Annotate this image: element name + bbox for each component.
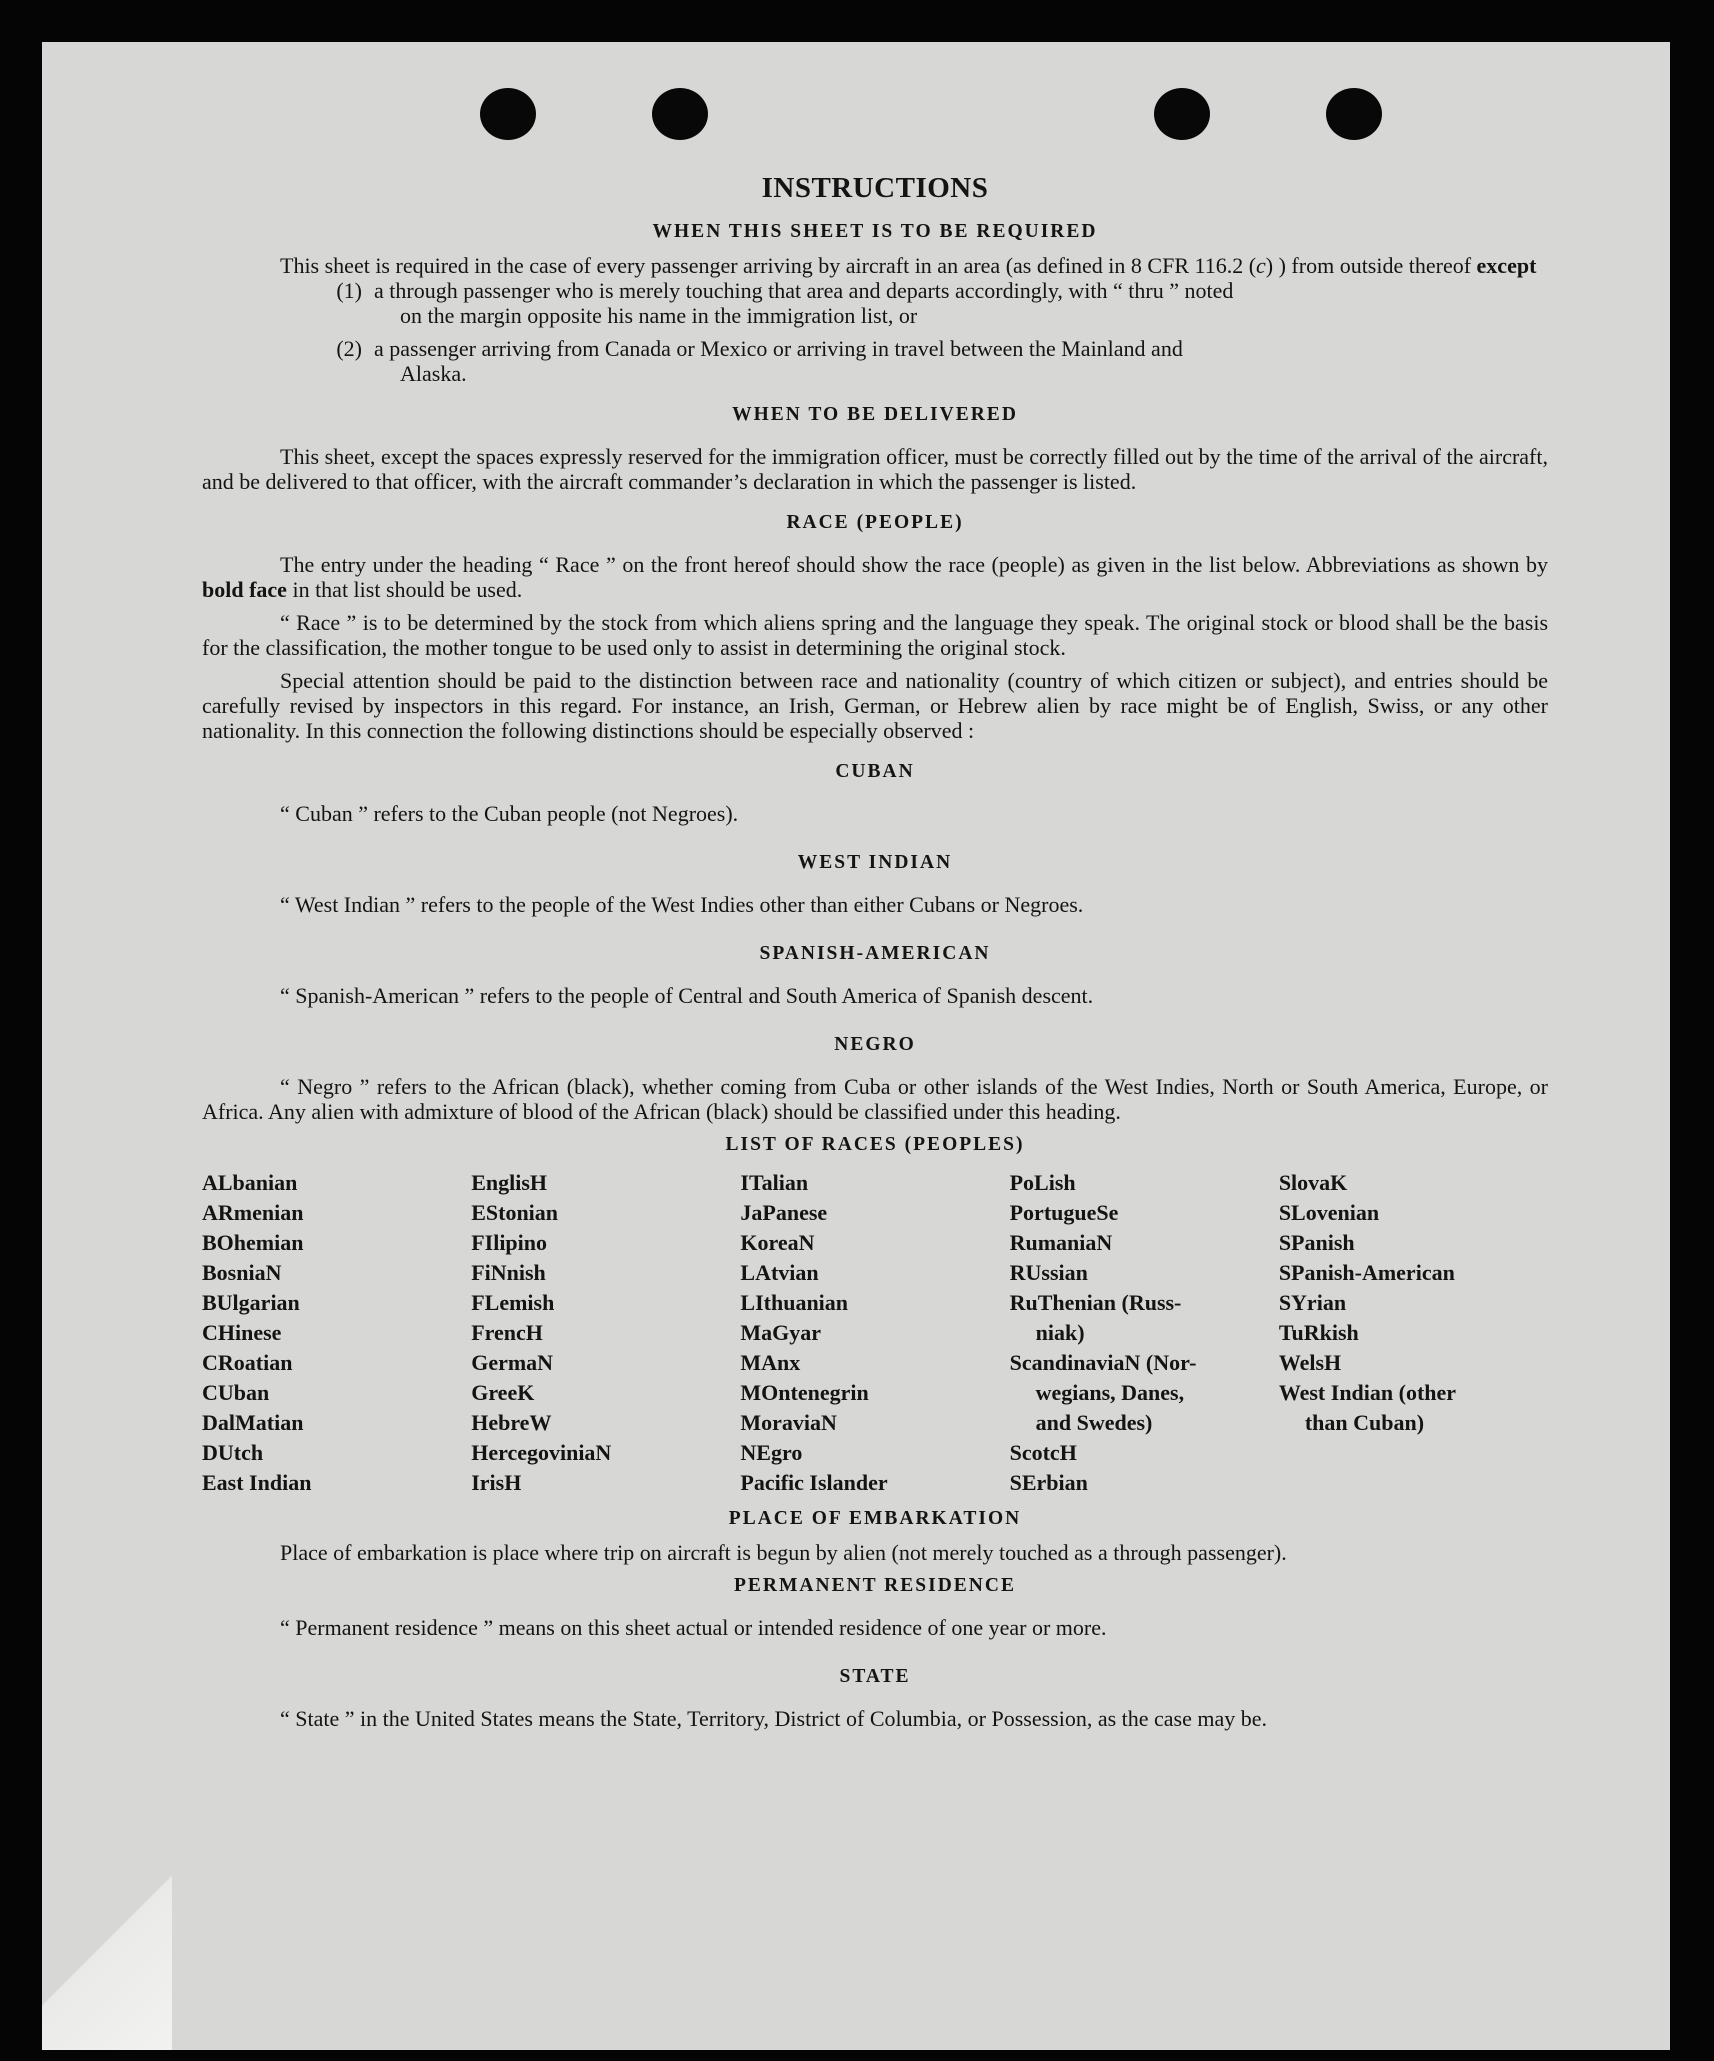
race-entry: West Indian (other bbox=[1278, 1380, 1457, 1405]
race-entry: LIthuanian bbox=[740, 1290, 849, 1315]
heading-cuban: CUBAN bbox=[835, 761, 915, 782]
embarkation-text: Place of embarkation is place where trip on aircraft is begun by alien (not merely touched as a through passenger). bbox=[280, 1540, 1287, 1565]
race-entry: CHinese bbox=[202, 1320, 282, 1345]
race-entry: DUtch bbox=[202, 1440, 264, 1465]
race-entry: MOntenegrin bbox=[740, 1380, 869, 1405]
race-entry: SlovaK bbox=[1278, 1170, 1348, 1195]
heading-spanish-american: SPANISH-AMERICAN bbox=[759, 943, 991, 964]
race-entry: LAtvian bbox=[740, 1260, 819, 1285]
cuban-text: “ Cuban ” refers to the Cuban people (not Negroes). bbox=[280, 801, 739, 826]
spanish-american-text: “ Spanish-American ” refers to the people of Central and South America of Spanish descent. bbox=[280, 983, 1094, 1008]
race-entry: East Indian bbox=[202, 1470, 312, 1495]
race-entry: BOhemian bbox=[202, 1230, 304, 1255]
race-entry: NEgro bbox=[740, 1440, 803, 1465]
race-entry: FLemish bbox=[471, 1290, 555, 1315]
race-entry: SErbian bbox=[1009, 1470, 1088, 1495]
races-column bbox=[471, 1168, 740, 1498]
heading-list-of-races: LIST OF RACES (PEOPLES) bbox=[725, 1134, 1025, 1155]
race-entry: KoreaN bbox=[740, 1230, 815, 1255]
heading-embarkation: PLACE OF EMBARKATION bbox=[728, 1508, 1022, 1529]
races-column bbox=[1279, 1168, 1548, 1498]
race-entry: Pacific Islander bbox=[740, 1470, 888, 1495]
heading-state: STATE bbox=[839, 1666, 911, 1687]
page-title: INSTRUCTIONS bbox=[761, 172, 989, 204]
race-entry: TuRkish bbox=[1278, 1320, 1359, 1345]
punch-hole bbox=[1154, 88, 1210, 140]
race-entry: FIlipino bbox=[471, 1230, 548, 1255]
races-table bbox=[202, 1168, 1548, 1498]
race-entry: SPanish bbox=[1278, 1230, 1355, 1255]
race-entry: wegians, Danes, bbox=[1035, 1380, 1185, 1405]
instructions-content bbox=[202, 172, 1548, 1731]
race-entry: SLovenian bbox=[1278, 1200, 1380, 1225]
punch-hole bbox=[480, 88, 536, 140]
race-paragraph-3: Special attention should be paid to the distinction between race and nationality (country of which citizen or subject), and entries should be carefully revised by inspectors in this regard. For instance, an Irish, German, or Hebrew alien by race might be of English, Swiss, or any other nationality. In this connection the following distinctions should be especially observed : bbox=[202, 668, 1548, 743]
races-column bbox=[202, 1168, 471, 1498]
race-entry: FiNnish bbox=[471, 1260, 546, 1285]
folded-corner bbox=[42, 1860, 172, 2050]
required-intro: This sheet is required in the case of every passenger arriving by aircraft in an area (as defined in 8 CFR 116.2 (c) ) from outside thereof except bbox=[280, 253, 1537, 278]
race-entry: HercegoviniaN bbox=[471, 1440, 612, 1465]
race-entry: ARmenian bbox=[202, 1200, 304, 1225]
race-entry: MaGyar bbox=[740, 1320, 822, 1345]
races-column bbox=[740, 1168, 1009, 1498]
race-entry: ScandinaviaN (Nor- bbox=[1009, 1350, 1197, 1375]
delivered-text: This sheet, except the spaces expressly reserved for the immigration officer, must be correctly filled out by the time of the arrival of the aircraft, and be delivered to that officer, with the aircraft commander’s declaration in which the passenger is listed. bbox=[202, 444, 1548, 494]
race-entry: EnglisH bbox=[471, 1170, 548, 1195]
punch-hole bbox=[652, 88, 708, 140]
race-entry: DalMatian bbox=[202, 1410, 304, 1435]
race-entry: BUlgarian bbox=[202, 1290, 300, 1315]
negro-text: “ Negro ” refers to the African (black), whether coming from Cuba or other islands of the West Indies, North or South America, Europe, or Africa. Any alien with admixture of blood of the African (black) should be classified under this heading. bbox=[202, 1074, 1548, 1124]
race-entry: GreeK bbox=[471, 1380, 535, 1405]
punch-hole bbox=[1326, 88, 1382, 140]
state-text: “ State ” in the United States means the State, Territory, District of Columbia, or Possession, as the case may be. bbox=[280, 1706, 1268, 1731]
race-entry: HebreW bbox=[471, 1410, 552, 1435]
exception-item: (2) a passenger arriving from Canada or Mexico or arriving in travel between the Mainland and Alaska. bbox=[336, 336, 1183, 386]
race-paragraph-2: “ Race ” is to be determined by the stock from which aliens spring and the language they speak. The original stock or blood shall be the basis for the classification, the mother tongue to be used only to assist in determining the original stock. bbox=[202, 610, 1548, 660]
race-entry: SYrian bbox=[1278, 1290, 1347, 1315]
race-entry: than Cuban) bbox=[1304, 1410, 1425, 1435]
west-indian-text: “ West Indian ” refers to the people of the West Indies other than either Cubans or Negroes. bbox=[280, 892, 1084, 917]
race-entry: RuThenian (Russ- bbox=[1009, 1290, 1182, 1315]
races-column bbox=[1010, 1168, 1279, 1498]
race-entry: JaPanese bbox=[740, 1200, 828, 1225]
exception-item: (1) a through passenger who is merely touching that area and departs accordingly, with “ thru ” noted on the margin opposite his name in the immigration list, or bbox=[336, 278, 1234, 328]
race-entry: PoLish bbox=[1009, 1170, 1076, 1195]
heading-race: RACE (PEOPLE) bbox=[786, 512, 964, 533]
document-sheet bbox=[42, 42, 1670, 2050]
heading-required: WHEN THIS SHEET IS TO BE REQUIRED bbox=[652, 221, 1098, 242]
race-entry: MoraviaN bbox=[740, 1410, 837, 1435]
race-entry: MAnx bbox=[740, 1350, 801, 1375]
race-entry: CRoatian bbox=[202, 1350, 293, 1375]
race-entry: EStonian bbox=[471, 1200, 559, 1225]
heading-negro: NEGRO bbox=[834, 1034, 916, 1055]
race-entry: GermaN bbox=[471, 1350, 554, 1375]
heading-permanent-residence: PERMANENT RESIDENCE bbox=[734, 1575, 1016, 1596]
race-entry: ScotcH bbox=[1009, 1440, 1077, 1465]
race-entry: IrisH bbox=[471, 1470, 522, 1495]
race-paragraph-1: The entry under the heading “ Race ” on the front hereof should show the race (people) as given in the list below. Abbreviations as shown by bold face in that list should be used. bbox=[202, 552, 1548, 602]
race-entry: WelsH bbox=[1278, 1350, 1342, 1375]
race-entry: SPanish-American bbox=[1278, 1260, 1455, 1285]
race-entry: ALbanian bbox=[202, 1170, 298, 1195]
heading-west-indian: WEST INDIAN bbox=[797, 852, 953, 873]
race-entry: ITalian bbox=[740, 1170, 809, 1195]
race-entry: and Swedes) bbox=[1035, 1410, 1153, 1435]
race-entry: RumaniaN bbox=[1009, 1230, 1113, 1255]
race-entry: FrencH bbox=[471, 1320, 543, 1345]
heading-delivered: WHEN TO BE DELIVERED bbox=[732, 404, 1018, 425]
race-entry: RUssian bbox=[1009, 1260, 1088, 1285]
race-entry: PortugueSe bbox=[1009, 1200, 1119, 1225]
residence-text: “ Permanent residence ” means on this sheet actual or intended residence of one year or more. bbox=[280, 1615, 1107, 1640]
race-entry: BosniaN bbox=[202, 1260, 282, 1285]
race-entry: niak) bbox=[1035, 1320, 1085, 1345]
race-entry: CUban bbox=[202, 1380, 270, 1405]
